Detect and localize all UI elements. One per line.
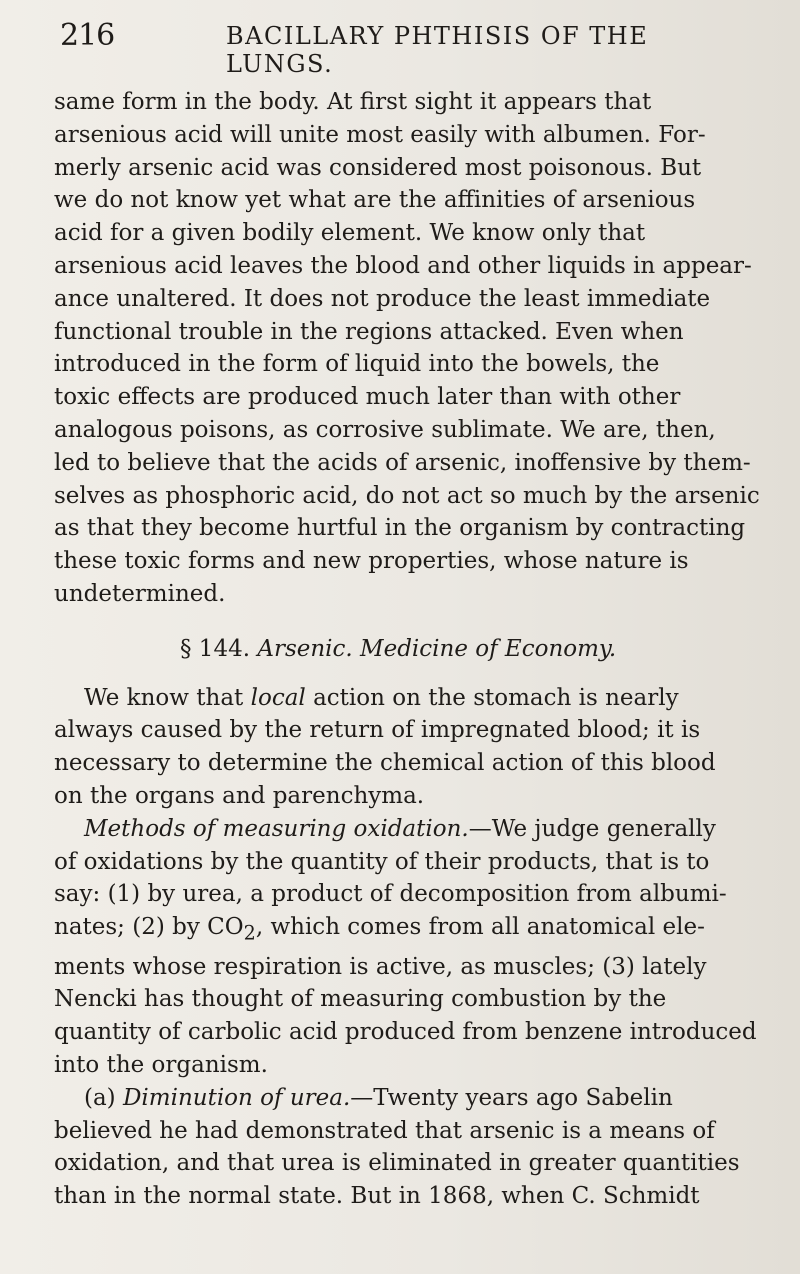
section-number: § 144. [180, 635, 251, 662]
text-line: into the organism. [54, 1051, 268, 1078]
page-number: 216 [60, 18, 115, 53]
text-line: functional trouble in the regions attacked. Even when [54, 318, 684, 345]
text-line: we do not know yet what are the affinities of arsenious [54, 187, 696, 214]
text-line: necessary to determine the chemical action of this blood [54, 750, 716, 777]
text-line: Nencki has thought of measuring combustion by the [54, 986, 667, 1013]
section-title: Arsenic. Medicine of Economy. [257, 635, 617, 662]
text-line: believed he had demonstrated that arsenic is a means of [54, 1117, 715, 1144]
subscript: 2 [243, 921, 256, 945]
text-segment: nates; (2) by CO [54, 914, 244, 941]
body-text [54, 86, 776, 1213]
text-line: merly arsenic acid was considered most poisonous. But [54, 154, 702, 181]
subheading-text: Diminution of urea. [122, 1084, 351, 1111]
text-line: arsenious acid leaves the blood and other liquids in appear- [54, 252, 752, 279]
text-line: these toxic forms and new properties, whose nature is [54, 548, 689, 575]
text-line [54, 1082, 776, 1115]
running-title: BACILLARY PHTHISIS OF THE LUNGS. [226, 22, 649, 78]
text-line: introduced in the form of liquid into the bowels, the [54, 351, 660, 378]
text-line: ance unaltered. It does not produce the least immediate [54, 285, 711, 312]
paragraph-diminution-of-urea [54, 1082, 776, 1213]
text-line: of oxidations by the quantity of their products, that is to [54, 848, 710, 875]
text-line: than in the normal state. But in 1868, when C. Schmidt [54, 1183, 700, 1210]
section-heading [54, 633, 776, 666]
text-line: same form in the body. At first sight it appears that [54, 89, 652, 115]
text-line [54, 682, 776, 715]
text-line: arsenious acid will unite most easily with albumen. For- [54, 121, 706, 148]
emphasis-text: local [250, 684, 306, 711]
paragraph-local-action [54, 682, 776, 813]
text-line: always caused by the return of impregnated blood; it is [54, 717, 701, 744]
running-head [60, 18, 760, 78]
text-segment: —We judge generally [468, 815, 716, 842]
subheading-text: Methods of measuring oxidation. [84, 815, 469, 842]
text-line: toxic effects are produced much later than with other [54, 384, 681, 411]
text-line: selves as phosphoric acid, do not act so much by the arsenic [54, 482, 760, 509]
text-line [54, 813, 776, 846]
paragraph-measuring-oxidation [54, 813, 776, 1082]
text-line: led to believe that the acids of arsenic, inoffensive by them- [54, 449, 751, 476]
text-line: analogous poisons, as corrosive sublimate. We are, then, [54, 416, 716, 443]
text-line [54, 911, 776, 950]
text-segment: action on the stomach is nearly [305, 684, 679, 711]
text-segment: We know that [84, 684, 251, 711]
text-segment: —Twenty years ago Sabelin [350, 1084, 673, 1111]
text-line: oxidation, and that urea is eliminated in greater quantities [54, 1150, 740, 1177]
text-line: undetermined. [54, 580, 226, 607]
text-line: quantity of carbolic acid produced from benzene introduced [54, 1019, 757, 1046]
text-line: say: (1) by urea, a product of decomposition from albumi- [54, 881, 727, 908]
text-segment: (a) [84, 1084, 123, 1111]
text-line: acid for a given bodily element. We know only that [54, 220, 646, 247]
text-line: ments whose respiration is active, as muscles; (3) lately [54, 953, 707, 980]
text-line: as that they become hurtful in the organism by contracting [54, 515, 746, 542]
text-line: on the organs and parenchyma. [54, 782, 425, 809]
text-segment: , which comes from all anatomical ele- [255, 914, 705, 941]
paragraph-arsenious-acid [54, 86, 776, 611]
